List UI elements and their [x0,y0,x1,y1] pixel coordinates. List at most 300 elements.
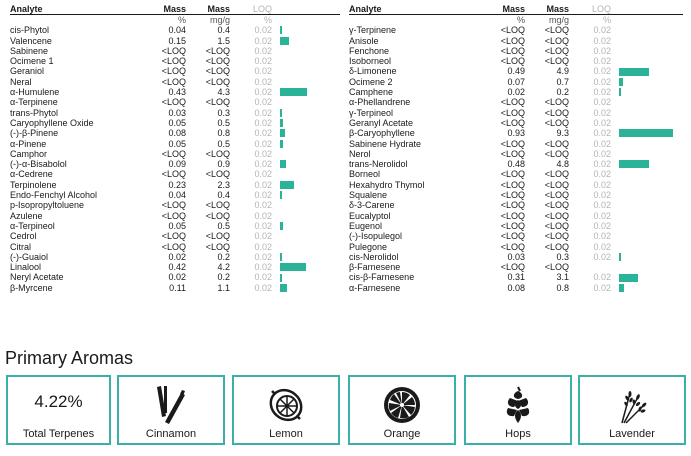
mass-mg: 0.2 [217,272,230,283]
total-terpenes-label: Total Terpenes [22,428,95,440]
table-row [10,200,340,210]
aroma-label-hops: Hops [505,428,531,440]
analyte-name: (-)-Isopulegol [349,231,403,242]
table-row [10,56,340,66]
loq-value: 0.02 [254,231,272,242]
concentration-bar [619,284,624,292]
loq-value: 0.02 [593,159,611,170]
mass-mg: <LOQ [544,231,569,242]
mass-mg: <LOQ [544,241,569,252]
mass-pct: <LOQ [500,190,525,201]
terpene-table-right [349,4,683,293]
mass-pct: 0.02 [168,272,186,283]
analyte-name: p-Isopropyltoluene [10,200,85,211]
mass-pct: <LOQ [161,210,186,221]
loq-value: 0.02 [254,200,272,211]
loq-value: 0.02 [593,25,611,36]
mass-pct: <LOQ [161,45,186,56]
analyte-name: Sabinene [10,45,49,56]
mass-pct: <LOQ [500,262,525,273]
mass-mg: <LOQ [205,56,230,67]
mass-mg: 4.2 [217,262,230,273]
loq-value: 0.02 [593,66,611,77]
table-row [349,221,683,231]
analyte-name: Eucalyptol [349,210,391,221]
analyte-name: Isoborneol [349,56,392,67]
loq-value: 0.02 [593,107,611,118]
concentration-bar [280,140,283,148]
loq-value: 0.02 [593,45,611,56]
header-loq: LOQ [591,3,611,14]
mass-pct: <LOQ [500,25,525,36]
analyte-name: (-)-α-Bisabolol [10,159,67,170]
analyte-name: Ocimene 1 [10,56,54,67]
concentration-bar [280,263,306,271]
mass-pct: 0.08 [168,128,186,139]
mass-pct: 0.31 [507,272,525,283]
aroma-card-hops [464,375,572,445]
table-row [349,87,683,97]
orange-icon [380,383,424,427]
terpene-table-left [10,4,340,293]
loq-value: 0.02 [593,35,611,46]
loq-value: 0.02 [254,45,272,56]
table-row [349,159,683,169]
loq-value: 0.02 [593,169,611,180]
loq-value: 0.02 [593,272,611,283]
mass-mg: <LOQ [544,179,569,190]
aroma-cards [6,375,686,445]
analyte-name: α-Farnesene [349,282,401,293]
analyte-name: Hexahydro Thymol [349,179,425,190]
table-row [10,128,340,138]
loq-value: 0.02 [254,148,272,159]
header-mass-mg: Mass [546,3,569,14]
table-row [10,159,340,169]
table-row [10,97,340,107]
analyte-name: α-Pinene [10,138,47,149]
analyte-name: Sabinene Hydrate [349,138,422,149]
analyte-name: cis-Phytol [10,25,50,36]
mass-mg: <LOQ [544,138,569,149]
analyte-name: Endo-Fenchyl Alcohol [10,190,98,201]
analyte-name: trans-Phytol [10,107,59,118]
concentration-bar [280,26,282,34]
loq-value: 0.02 [254,97,272,108]
mass-mg: <LOQ [205,66,230,77]
mass-mg: <LOQ [544,210,569,221]
concentration-bar [280,119,283,127]
table-units [349,15,683,25]
table-row [349,262,683,272]
loq-value: 0.02 [593,76,611,87]
hops-icon [496,383,540,427]
loq-value: 0.02 [254,159,272,170]
mass-mg: <LOQ [544,169,569,180]
loq-value: 0.02 [254,272,272,283]
table-row [349,56,683,66]
mass-pct: 0.23 [168,179,186,190]
analyte-name: β-Farnesene [349,262,401,273]
table-row [10,190,340,200]
analyte-name: Borneol [349,169,381,180]
table-row [10,169,340,179]
table-header [10,4,340,15]
unit-mg: mg/g [209,15,230,25]
loq-value: 0.02 [593,128,611,139]
analyte-name: α-Phellandrene [349,97,411,108]
loq-value: 0.02 [593,282,611,293]
table-row [349,190,683,200]
unit-loq: % [602,15,611,25]
table-row [349,118,683,128]
table-row [10,66,340,76]
mass-pct: 0.42 [168,262,186,273]
mass-pct: <LOQ [500,97,525,108]
table-row [10,87,340,97]
analyte-name: Neral [10,76,32,87]
analyte-name: Fenchone [349,45,390,56]
mass-mg: 0.7 [556,76,569,87]
concentration-bar [280,284,287,292]
mass-mg: 0.2 [217,251,230,262]
mass-mg: <LOQ [544,190,569,201]
loq-value: 0.02 [254,25,272,36]
table-row [10,211,340,221]
mass-pct: 0.15 [168,35,186,46]
mass-mg: 0.8 [217,128,230,139]
loq-value: 0.02 [593,148,611,159]
mass-pct: 0.02 [168,251,186,262]
mass-pct: <LOQ [500,107,525,118]
mass-pct: 0.04 [168,190,186,201]
mass-pct: <LOQ [500,148,525,159]
loq-value: 0.02 [593,56,611,67]
mass-pct: <LOQ [161,97,186,108]
table-header [349,4,683,15]
mass-mg: 1.1 [217,282,230,293]
table-row [349,66,683,76]
mass-mg: <LOQ [544,220,569,231]
mass-mg: <LOQ [544,117,569,128]
mass-pct: <LOQ [500,231,525,242]
mass-mg: <LOQ [205,76,230,87]
loq-value: 0.02 [593,179,611,190]
concentration-bar [280,181,294,189]
mass-mg: 0.5 [217,138,230,149]
mass-mg: 4.9 [556,66,569,77]
mass-pct: <LOQ [500,117,525,128]
mass-mg: <LOQ [544,45,569,56]
unit-mg: mg/g [548,15,569,25]
table-row [349,211,683,221]
table-row [10,221,340,231]
table-row [10,180,340,190]
header-analyte: Analyte [10,3,43,14]
analyte-name: Nerol [349,148,371,159]
mass-pct: 0.03 [507,251,525,262]
lemon-icon [264,383,308,427]
analyte-name: Squalene [349,190,388,201]
mass-pct: <LOQ [500,179,525,190]
mass-mg: 0.5 [217,117,230,128]
loq-value: 0.02 [254,282,272,293]
analyte-name: β-Caryophyllene [349,128,415,139]
concentration-bar [280,88,307,96]
mass-pct: 0.43 [168,87,186,98]
loq-value: 0.02 [254,107,272,118]
loq-value: 0.02 [593,200,611,211]
loq-value: 0.02 [593,190,611,201]
table-row [10,252,340,262]
mass-pct: <LOQ [500,241,525,252]
analyte-name: β-Myrcene [10,282,53,293]
loq-value: 0.02 [254,117,272,128]
total-terpenes-card [6,375,111,445]
mass-mg: <LOQ [544,148,569,159]
analyte-name: δ-Limonene [349,66,397,77]
table-row [349,97,683,107]
loq-value: 0.02 [254,35,272,46]
loq-value: 0.02 [254,190,272,201]
analyte-name: Linalool [10,262,42,273]
mass-mg: <LOQ [205,231,230,242]
table-row [349,108,683,118]
table-row [349,46,683,56]
table-units [10,15,340,25]
loq-value: 0.02 [254,128,272,139]
loq-value: 0.02 [254,138,272,149]
analyte-name: trans-Nerolidol [349,159,408,170]
table-row [349,231,683,241]
mass-mg: <LOQ [205,200,230,211]
mass-pct: 0.11 [169,282,186,293]
mass-pct: <LOQ [500,169,525,180]
mass-pct: <LOQ [161,169,186,180]
loq-value: 0.02 [593,231,611,242]
mass-mg: <LOQ [544,97,569,108]
table-row [349,139,683,149]
analyte-name: γ-Terpinene [349,25,397,36]
analyte-name: α-Humulene [10,87,60,98]
concentration-bar [619,88,621,96]
header-loq: LOQ [252,3,272,14]
loq-value: 0.02 [593,138,611,149]
loq-value: 0.02 [593,210,611,221]
analyte-name: Ocimene 2 [349,76,393,87]
mass-pct: 0.03 [168,107,186,118]
loq-value: 0.02 [254,66,272,77]
table-row [349,272,683,282]
mass-mg: <LOQ [205,210,230,221]
loq-value: 0.02 [254,220,272,231]
loq-value: 0.02 [254,210,272,221]
aroma-card-orange [348,375,456,445]
loq-value: 0.02 [254,169,272,180]
header-mass-pct: Mass [502,3,525,14]
aroma-label-cinnamon: Cinnamon [145,428,197,440]
concentration-bar [280,37,289,45]
table-row [10,77,340,87]
table-row [10,139,340,149]
header-analyte: Analyte [349,3,382,14]
mass-pct: <LOQ [161,56,186,67]
mass-mg: 0.4 [217,190,230,201]
mass-mg: 0.3 [556,251,569,262]
mass-pct: 0.08 [507,282,525,293]
concentration-bar [619,160,649,168]
concentration-bar [619,129,673,137]
table-row [10,118,340,128]
analyte-name: Citral [10,241,32,252]
analyte-name: α-Terpinene [10,97,58,108]
loq-value: 0.02 [593,97,611,108]
mass-mg: <LOQ [205,241,230,252]
loq-value: 0.02 [593,241,611,252]
table-row [10,36,340,46]
mass-mg: 0.5 [217,220,230,231]
mass-mg: <LOQ [544,107,569,118]
analyte-name: Cedrol [10,231,37,242]
analyte-name: α-Terpineol [10,220,55,231]
unit-pct: % [516,15,525,25]
mass-pct: <LOQ [500,56,525,67]
lavender-icon [610,383,654,427]
aroma-card-cinnamon [117,375,225,445]
table-row [349,36,683,46]
concentration-bar [619,68,649,76]
analyte-name: Eugenol [349,220,383,231]
analyte-name: Terpinolene [10,179,57,190]
primary-aromas-title: Primary Aromas [5,348,134,368]
mass-mg: <LOQ [205,45,230,56]
mass-pct: 0.05 [168,220,186,231]
mass-pct: 0.05 [168,117,186,128]
mass-mg: 9.3 [556,128,569,139]
mass-mg: 0.9 [217,159,230,170]
concentration-bar [619,253,621,261]
mass-mg: 4.3 [217,87,230,98]
mass-pct: <LOQ [500,200,525,211]
mass-pct: <LOQ [161,148,186,159]
concentration-bar [280,222,283,230]
loq-value: 0.02 [593,117,611,128]
analyte-name: Neryl Acetate [10,272,64,283]
mass-pct: 0.93 [507,128,525,139]
mass-pct: <LOQ [161,66,186,77]
table-row [10,149,340,159]
table-row [10,25,340,35]
mass-mg: 0.3 [217,107,230,118]
cinnamon-icon [149,383,193,427]
table-row [349,149,683,159]
unit-loq: % [263,15,272,25]
concentration-bar [280,109,282,117]
header-mass-mg: Mass [207,3,230,14]
aroma-card-lavender [578,375,686,445]
concentration-bar [280,129,285,137]
analyte-name: γ-Terpineol [349,107,394,118]
analyte-name: (-)-Guaiol [10,251,49,262]
mass-pct: <LOQ [161,200,186,211]
mass-pct: <LOQ [500,35,525,46]
analyte-name: Geranyl Acetate [349,117,414,128]
analyte-name: cis-Nerolidol [349,251,399,262]
table-row [349,77,683,87]
mass-mg: <LOQ [544,200,569,211]
mass-mg: <LOQ [544,56,569,67]
table-row [349,169,683,179]
mass-mg: <LOQ [205,148,230,159]
table-row [10,272,340,282]
mass-pct: <LOQ [161,241,186,252]
loq-value: 0.02 [254,251,272,262]
mass-pct: <LOQ [500,45,525,56]
mass-pct: <LOQ [500,138,525,149]
table-row [349,180,683,190]
concentration-bar [619,274,638,282]
loq-value: 0.02 [593,251,611,262]
mass-mg: 2.3 [217,179,230,190]
concentration-bar [280,253,282,261]
table-row [10,242,340,252]
mass-mg: 0.2 [556,87,569,98]
mass-pct: 0.09 [168,159,186,170]
mass-mg: <LOQ [544,25,569,36]
analyte-name: Caryophyllene Oxide [10,117,94,128]
mass-mg: 0.8 [556,282,569,293]
header-mass-pct: Mass [163,3,186,14]
analyte-name: Pulegone [349,241,388,252]
analyte-name: cis-β-Farnesene [349,272,415,283]
concentration-bar [280,274,282,282]
mass-pct: 0.05 [168,138,186,149]
concentration-bar [280,160,286,168]
table-row [349,200,683,210]
mass-pct: <LOQ [161,231,186,242]
table-row [10,108,340,118]
loq-value: 0.02 [254,262,272,273]
mass-pct: 0.02 [507,87,525,98]
analyte-name: (-)-β-Pinene [10,128,59,139]
loq-value: 0.02 [254,179,272,190]
mass-mg: <LOQ [205,97,230,108]
mass-pct: 0.49 [507,66,525,77]
mass-pct: 0.07 [507,76,525,87]
mass-mg: 4.8 [556,159,569,170]
mass-mg: <LOQ [544,35,569,46]
table-row [10,262,340,272]
mass-mg: 1.5 [217,35,230,46]
loq-value: 0.02 [254,56,272,67]
concentration-bar [280,191,282,199]
analyte-name: Valencene [10,35,52,46]
analyte-name: Camphene [349,87,394,98]
mass-mg: <LOQ [205,169,230,180]
loq-value: 0.02 [593,87,611,98]
table-row [349,25,683,35]
analyte-name: Camphor [10,148,48,159]
table-row [349,128,683,138]
aroma-label-lemon: Lemon [269,428,303,440]
mass-mg: 0.4 [217,25,230,36]
mass-mg: 3.1 [556,272,569,283]
concentration-bar [619,78,623,86]
analyte-name: Geraniol [10,66,45,77]
aroma-label-orange: Orange [383,428,421,440]
loq-value: 0.02 [254,241,272,252]
loq-value: 0.02 [593,220,611,231]
